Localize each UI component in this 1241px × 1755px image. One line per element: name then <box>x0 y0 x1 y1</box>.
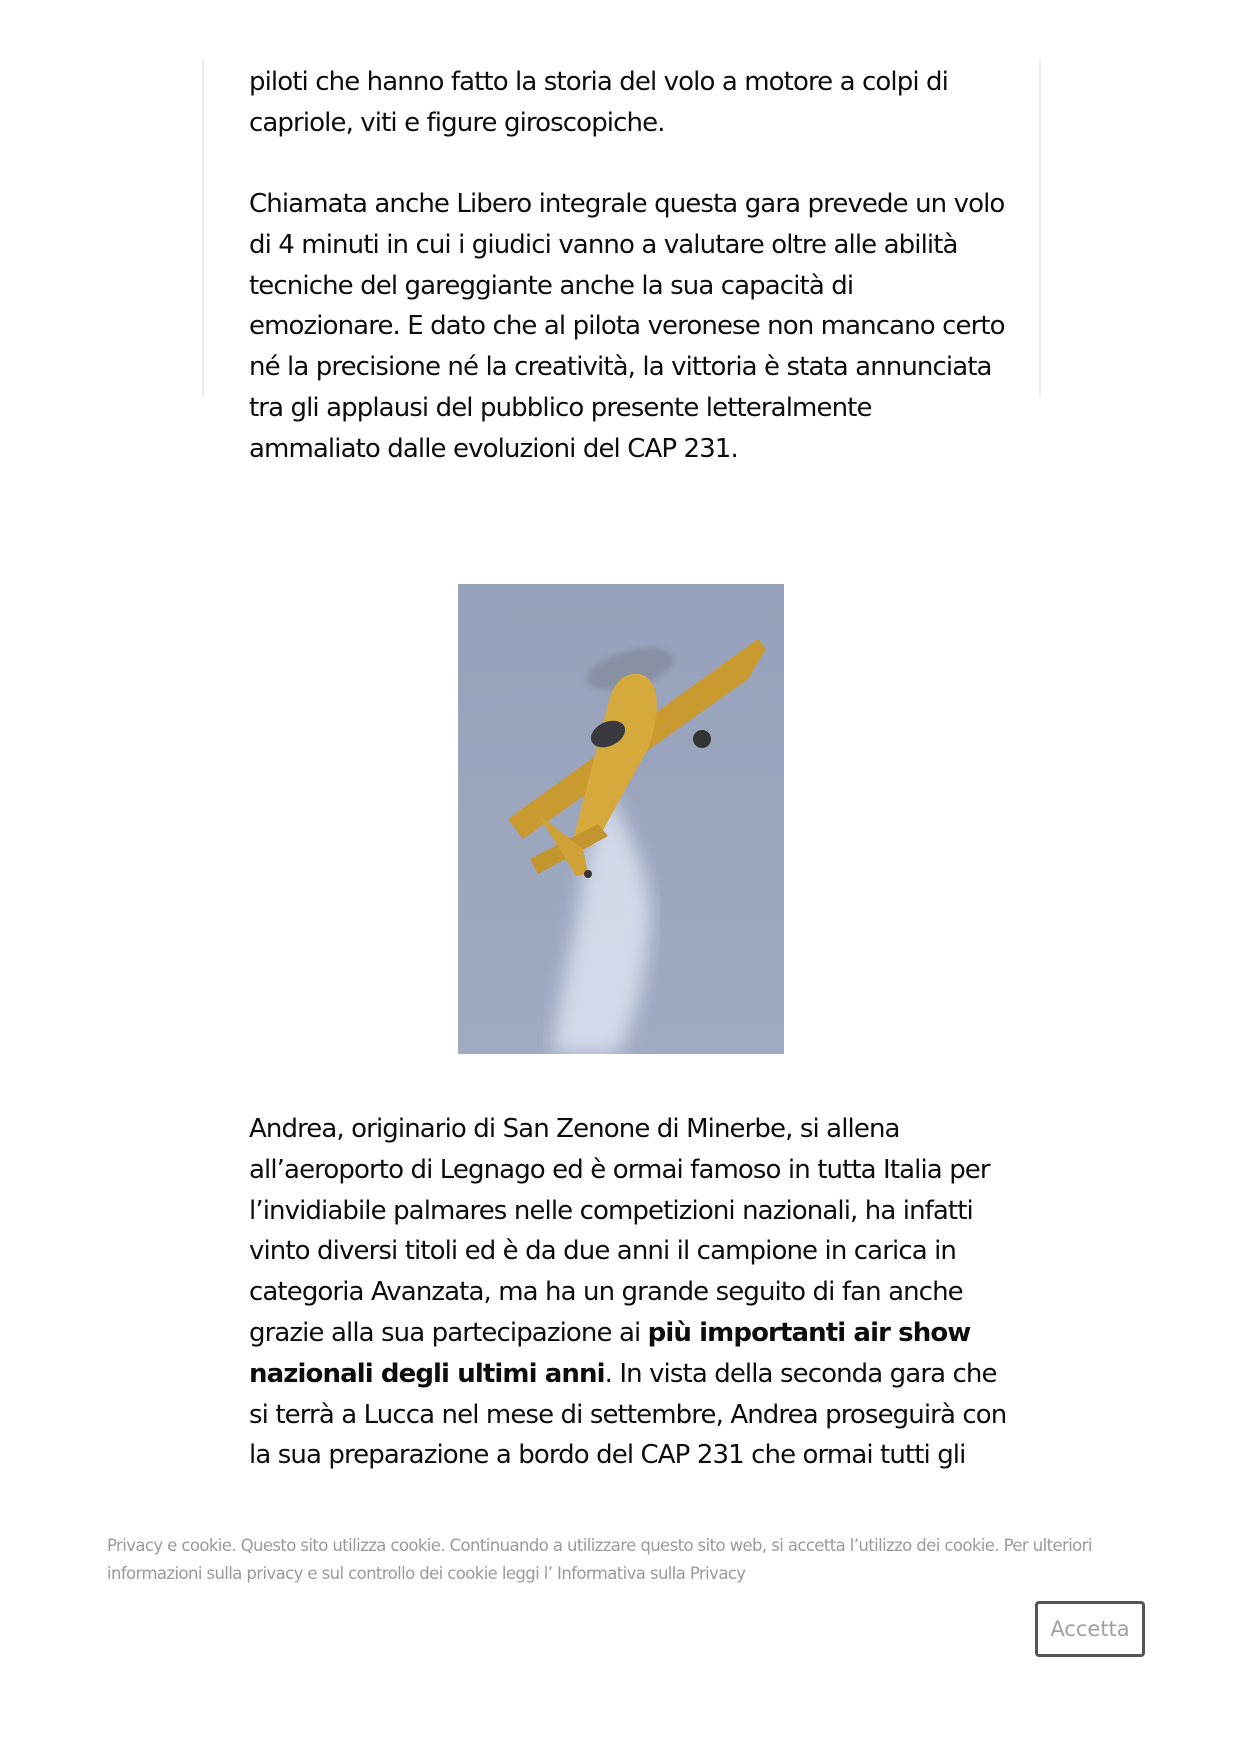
paragraph-text: . In vista della seconda gara che si terrà a Lucca nel mese di settembre, Andrea proseguirà con la sua preparazione a bordo del CAP 231 che ormai tutti gli <box>249 1358 1007 1471</box>
paragraph-bold-text: più importanti air show nazionali degli ultimi anni <box>249 1317 971 1389</box>
tail-wheel <box>584 870 592 878</box>
article-paragraph: piloti che hanno fatto la storia del volo a motore a colpi di capriole, viti e figure giroscopiche. <box>249 67 948 138</box>
aerobatic-plane-photo <box>458 584 784 1054</box>
paragraph-text: Andrea, originario di San Zenone di Minerbe, si allena all’aeroporto di Legnago ed è ormai famoso in tutta Italia per l’invidiabile palmares nelle competizioni nazionali, ha infatti vinto diversi titoli ed è da due anni il campione in carica in categoria Avanzata, ma ha un grande seguito di fan anche grazie alla sua partecipazione ai <box>249 1114 990 1348</box>
quote-border-left <box>202 60 204 396</box>
plane-image-icon <box>458 584 784 1054</box>
cookie-banner-text: Privacy e cookie. Questo sito utilizza cookie. Continuando a utilizzare questo sito web, si accetta l’utilizzo dei cookie. Per ulteriori informazioni sulla privacy e sul controllo dei cookie leggi l’ Informativa sulla Privacy <box>107 1536 1092 1583</box>
accept-cookies-button[interactable]: Accetta <box>1035 1601 1145 1657</box>
article-paragraph: Chiamata anche Libero integrale questa gara prevede un volo di 4 minuti in cui i giudici vanno a valutare oltre alle abilità tecniche del gareggiante anche la sua capacità di emozionare. E dato che al pilota veronese non mancano certo né la precisione né la creatività, la vittoria è stata annunciata tra gli applausi del pubblico presente letteralmente ammaliato dalle evoluzioni del CAP 231. <box>249 189 1005 464</box>
article-paragraph <box>249 1109 1009 1476</box>
landing-gear <box>693 730 711 748</box>
quote-border-right <box>1039 60 1041 396</box>
